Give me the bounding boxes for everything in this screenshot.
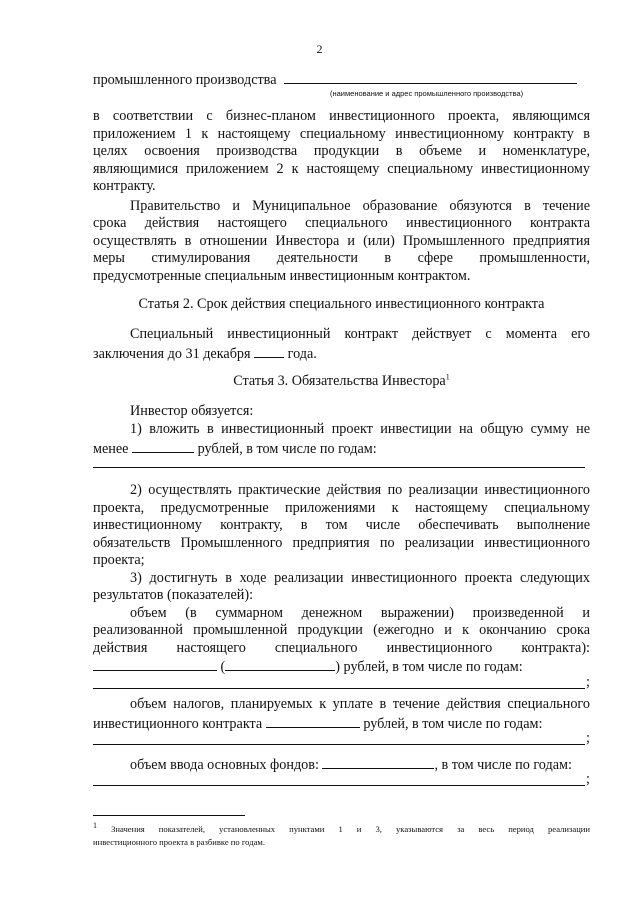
investment-amount-blank — [132, 439, 194, 453]
funds-text: объем ввода основных фондов: — [130, 757, 319, 773]
intro-line-5: контракту. — [93, 178, 156, 194]
production-label: промышленного производства — [93, 72, 277, 88]
item-1-min-text: менее — [93, 441, 129, 457]
volume-amount-line — [93, 657, 590, 676]
taxes-years-text: рублей, в том числе по годам: — [363, 716, 543, 732]
item-2-line-3: инвестиционному контракту, в том числе обеспечивать выполнение — [93, 517, 590, 533]
taxes-years-blank — [93, 744, 585, 745]
taxes-line-2 — [93, 714, 590, 733]
footnote-rule — [93, 815, 245, 816]
footnote-reference: 1 — [445, 372, 450, 382]
gov-line-5: предусмотренные специальным инвестиционным контрактом. — [93, 268, 471, 284]
funds-semicolon: ; — [586, 771, 590, 787]
volume-amount-blank — [93, 657, 217, 671]
volume-years-text: ) рублей, в том числе по годам: — [335, 659, 523, 675]
volume-years-blank — [93, 688, 585, 689]
volume-paren-open: ( — [220, 659, 226, 675]
item-2-line-1: 2) осуществлять практические действия по реализации инвестиционного — [130, 482, 590, 498]
taxes-semicolon: ; — [586, 730, 590, 746]
item-1-years-text: рублей, в том числе по годам: — [197, 441, 377, 457]
production-blank — [284, 70, 577, 84]
gov-line-4: меры стимулирования деятельности в сфере промышленности, — [93, 250, 590, 266]
item-3-line-1: 3) достигнуть в ходе реализации инвестиционного проекта следующих — [130, 570, 590, 586]
gov-line-3: осуществлять в отношении Инвестора и (или) Промышленного предприятия — [93, 233, 590, 249]
footnote-line-1 — [93, 823, 590, 836]
item-1-line-2 — [93, 439, 590, 458]
page-number: 2 — [316, 42, 323, 56]
article-2-year-text: года. — [287, 346, 317, 362]
funds-years-blank — [93, 785, 585, 786]
gov-line-2: срока действия настоящего специального инвестиционного контракта — [93, 215, 590, 231]
investor-obliges: Инвестор обязуется: — [130, 403, 254, 419]
funds-line — [130, 755, 590, 774]
footnote-line-2: инвестиционного проекта в разбивке по годам. — [93, 837, 265, 847]
investment-years-blank — [93, 467, 585, 468]
production-line — [93, 70, 590, 89]
production-caption: (наименование и адрес промышленного производства) — [330, 89, 524, 98]
taxes-line-1: объем налогов, планируемых к уплате в течение действия специального — [130, 696, 590, 712]
intro-line-4: являющимися приложением 2 к настоящему специальному инвестиционному — [93, 161, 590, 177]
item-2-line-4: обязательств Промышленного предприятия по реализации инвестиционного — [93, 535, 590, 551]
article-2-date-text: заключения до 31 декабря — [93, 346, 251, 362]
volume-words-blank — [225, 657, 335, 671]
article-2-heading: Статья 2. Срок действия специального инвестиционного контракта — [138, 296, 545, 312]
item-3-line-2: результатов (показателей): — [93, 587, 254, 603]
intro-line-3: целях освоения производства продукции в объеме и номенклатуре, — [93, 143, 590, 159]
item-1-line-1: 1) вложить в инвестиционный проект инвестиции на общую сумму не — [130, 421, 590, 437]
volume-semicolon: ; — [586, 674, 590, 690]
funds-years-text: , в том числе по годам: — [434, 757, 572, 773]
intro-line-2: приложением 1 к настоящему специальному инвестиционному контракту в — [93, 126, 590, 142]
footnote-text-1: Значения показателей, установленных пунктами 1 и 3, указываются за весь период реализации — [111, 824, 590, 834]
footnote-mark: 1 — [93, 821, 97, 831]
article-3-heading-text: Статья 3. Обязательства Инвестора — [233, 373, 446, 389]
taxes-amount-blank — [266, 714, 360, 728]
funds-amount-blank — [322, 755, 434, 769]
year-blank — [254, 344, 284, 358]
item-2-line-5: проекта; — [93, 552, 145, 568]
volume-line-3: действия настоящего специального инвестиционного контракта): — [93, 640, 590, 656]
volume-line-1: объем (в суммарном денежном выражении) произведенной и — [130, 605, 590, 621]
item-2-line-2: проекта, предусмотренные приложениями к настоящему специальному — [93, 500, 590, 516]
article-3-heading — [93, 373, 590, 390]
gov-line-1: Правительство и Муниципальное образование обязуются в течение — [130, 198, 590, 214]
intro-line-1: в соответствии с бизнес-планом инвестиционного проекта, являющимся — [93, 108, 590, 124]
article-2-line-2 — [93, 344, 590, 363]
volume-line-2: реализованной промышленной продукции (ежегодно и к окончанию срока — [93, 622, 590, 638]
taxes-contract-text: инвестиционного контракта — [93, 716, 263, 732]
article-2-line-1: Специальный инвестиционный контракт действует с момента его — [130, 326, 590, 342]
